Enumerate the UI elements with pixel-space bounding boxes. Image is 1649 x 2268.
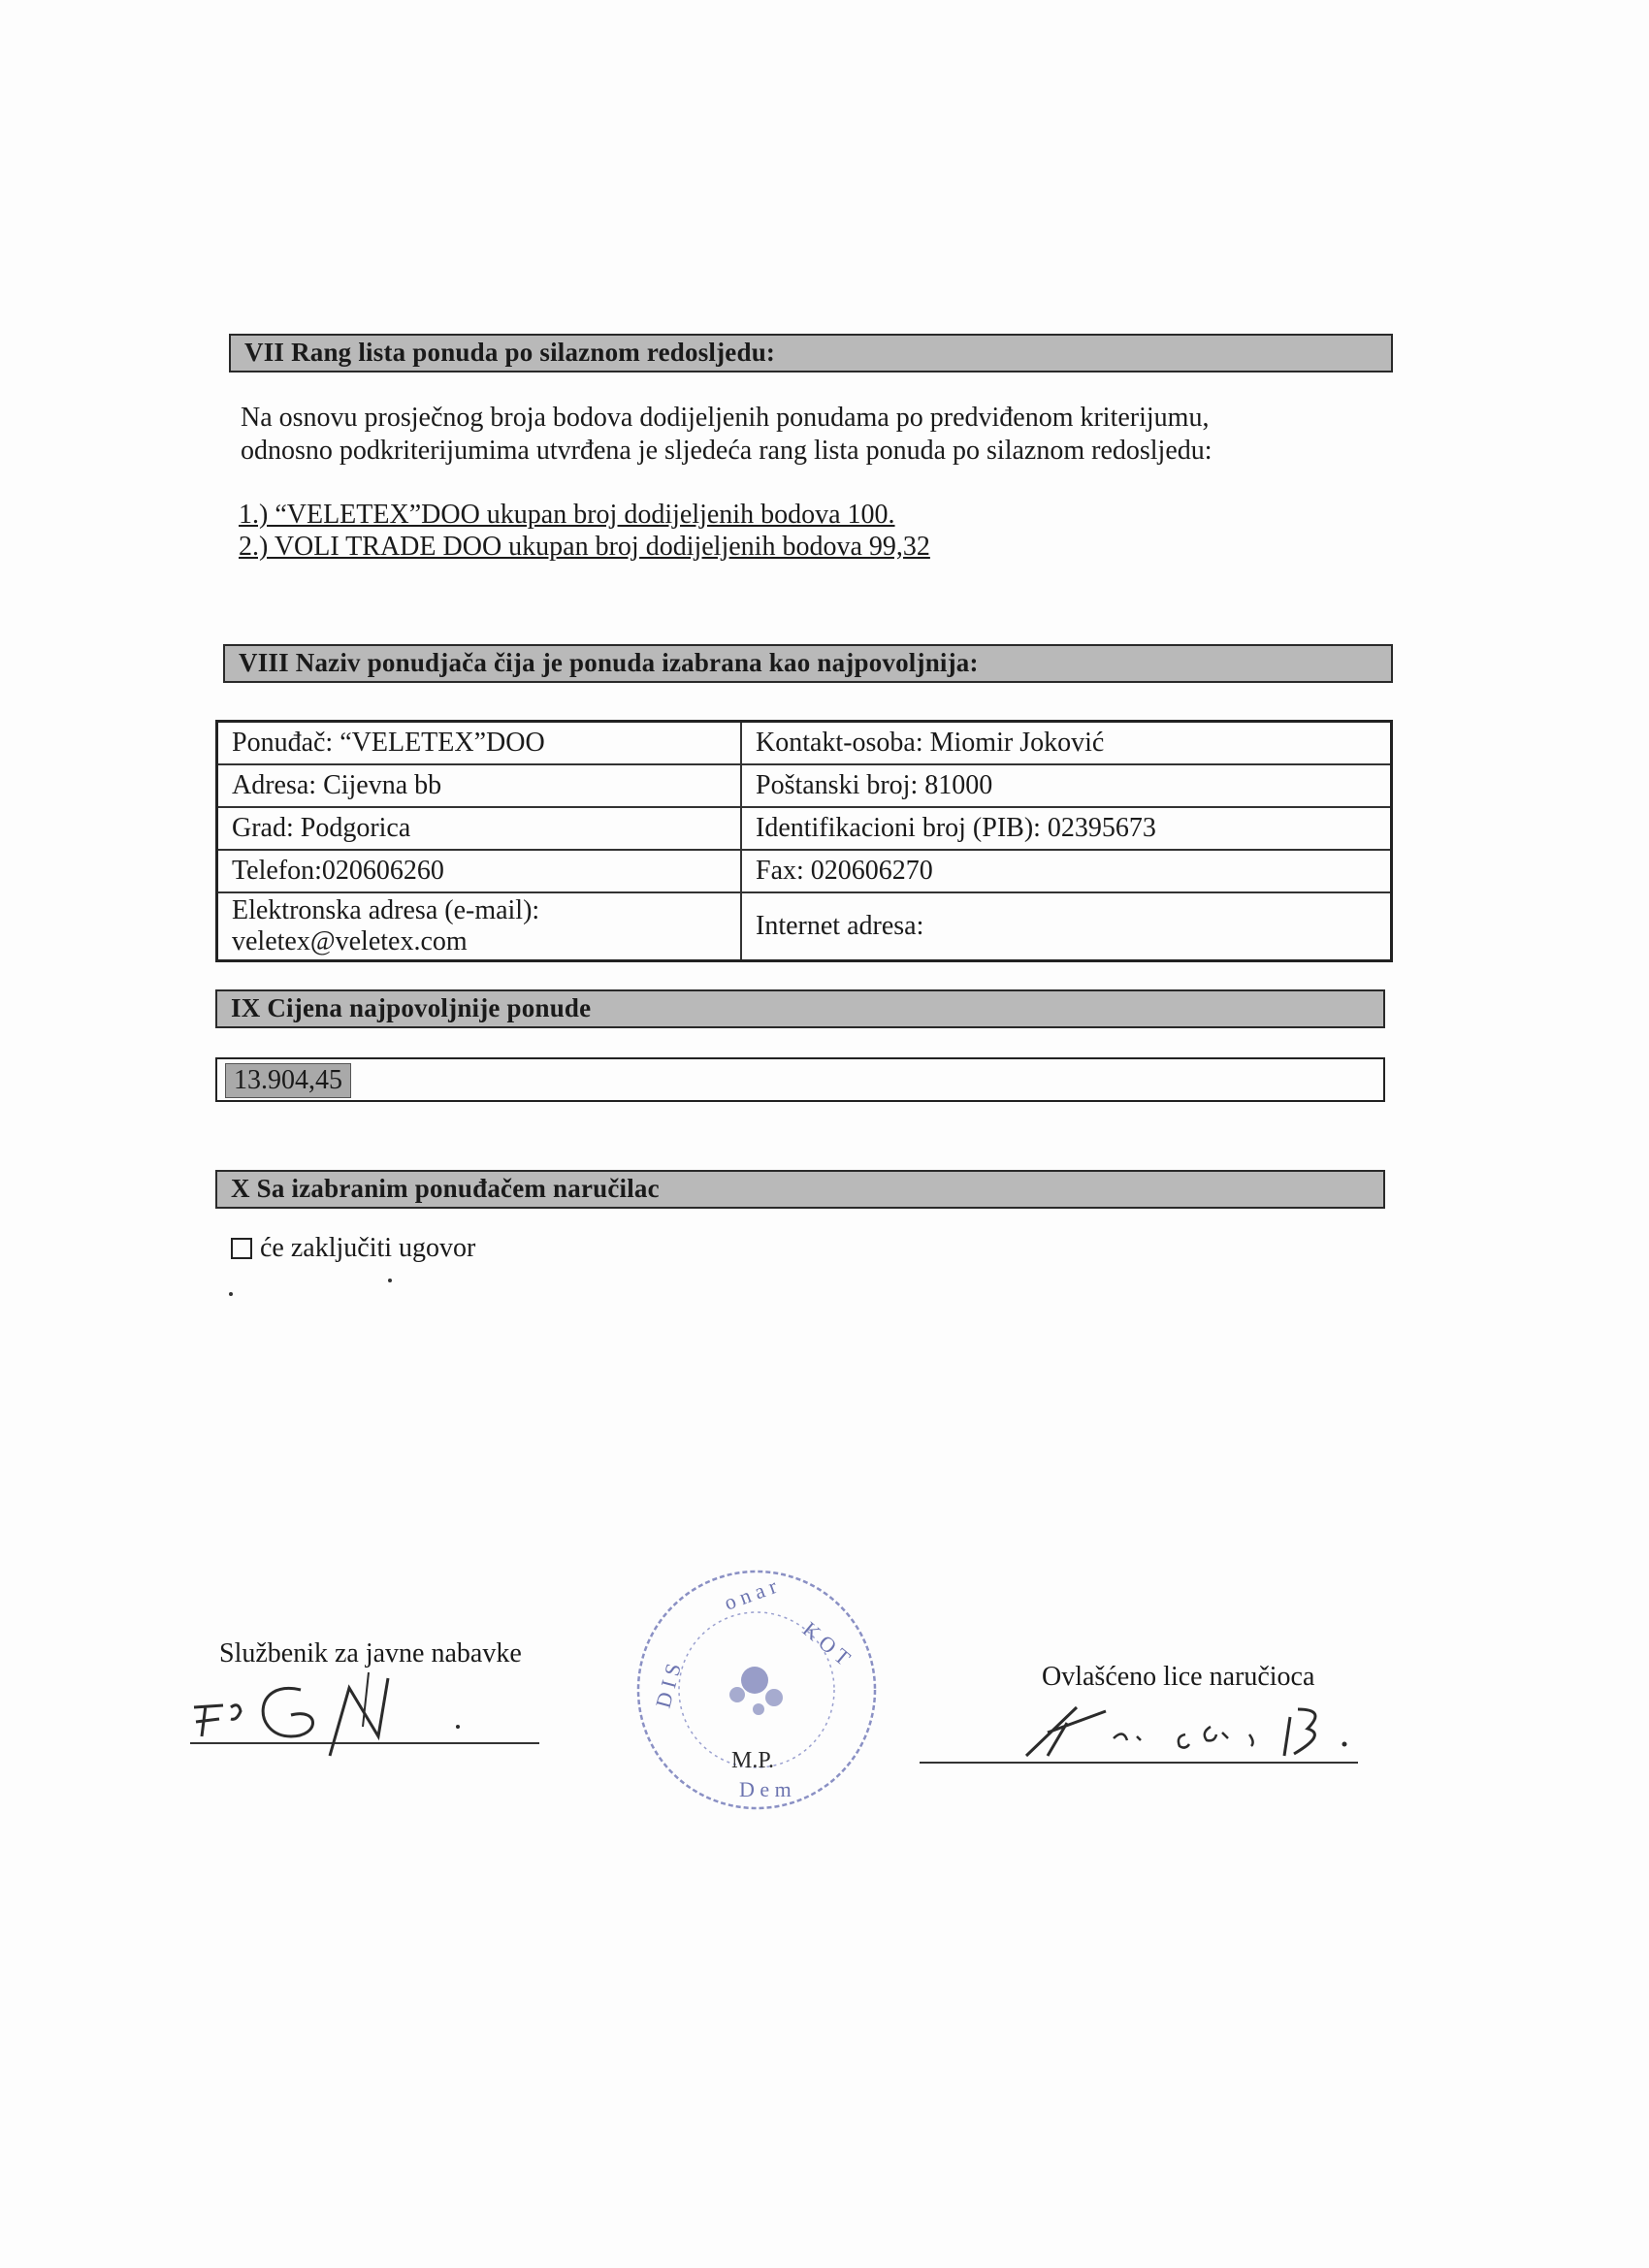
rank-item-1: 1.) “VELETEX”DOO ukupan broj dodijeljenih bodova 100.: [239, 500, 895, 530]
section-7-title: VII Rang lista ponuda po silaznom redosljedu:: [244, 338, 776, 367]
postal-code-cell: Poštanski broj: 81000: [741, 764, 1392, 807]
table-row: [217, 764, 1392, 807]
official-signature: [184, 1669, 475, 1775]
internet-address-cell: Internet adresa:: [741, 892, 1392, 961]
sign-contract-checkbox[interactable]: [231, 1238, 252, 1259]
stamp-label: M.P.: [731, 1748, 775, 1773]
svg-text:D I S: D I S: [650, 1660, 686, 1711]
phone-cell: Telefon:020606260: [217, 850, 742, 892]
svg-text:D e m: D e m: [739, 1777, 792, 1801]
section-10-header: [215, 1170, 1385, 1209]
price-box: [215, 1057, 1385, 1102]
address-cell: Adresa: Cijevna bb: [217, 764, 742, 807]
city-cell: Grad: Podgorica: [217, 807, 742, 850]
table-row: [217, 722, 1392, 765]
bidder-info-table: [215, 720, 1393, 962]
table-row: [217, 892, 1392, 961]
authorized-signature: [1009, 1688, 1377, 1766]
section-9-title: IX Cijena najpovoljnije ponude: [231, 993, 592, 1022]
fax-cell: Fax: 020606270: [741, 850, 1392, 892]
email-label: Elektronska adresa (e-mail):: [232, 895, 540, 925]
section-7-header: [229, 334, 1393, 373]
pib-cell: Identifikacioni broj (PIB): 02395673: [741, 807, 1392, 850]
section-9-header: [215, 989, 1385, 1028]
section-7-paragraph-line-2: odnosno podkriterijumima utvrđena je sljedeća rang lista ponuda po silaznom redosljedu:: [241, 436, 1212, 466]
section-8-header: [223, 644, 1393, 683]
contact-person-cell: Kontakt-osoba: Miomir Joković: [741, 722, 1392, 765]
official-stamp: [630, 1564, 883, 1816]
section-8-title: VIII Naziv ponudjača čija je ponuda izabrana kao najpovoljnija:: [239, 648, 979, 677]
rank-item-2: 2.) VOLI TRADE DOO ukupan broj dodijeljenih bodova 99,32: [239, 532, 930, 562]
sign-contract-label: će zaključiti ugovor: [260, 1233, 476, 1263]
section-7-paragraph-line-1: Na osnovu prosječnog broja bodova dodijeljenih ponudama po predviđenom kriterijumu,: [241, 403, 1210, 433]
table-row: [217, 850, 1392, 892]
section-10-title: X Sa izabranim ponuđačem naručilac: [231, 1174, 660, 1203]
authorized-person-label: Ovlašćeno lice naručioca: [1042, 1662, 1315, 1692]
email-cell: [217, 892, 742, 961]
email-value: veletex@veletex.com: [232, 926, 468, 956]
stray-dot: [229, 1292, 233, 1296]
svg-text:K O T: K O T: [797, 1616, 856, 1670]
best-offer-price: 13.904,45: [225, 1063, 351, 1098]
table-row: [217, 807, 1392, 850]
svg-text:o n a r: o n a r: [721, 1573, 780, 1615]
bidder-name-cell: Ponuđač: “VELETEX”DOO: [217, 722, 742, 765]
official-label: Službenik za javne nabavke: [219, 1638, 522, 1669]
stray-dot: [388, 1279, 392, 1282]
